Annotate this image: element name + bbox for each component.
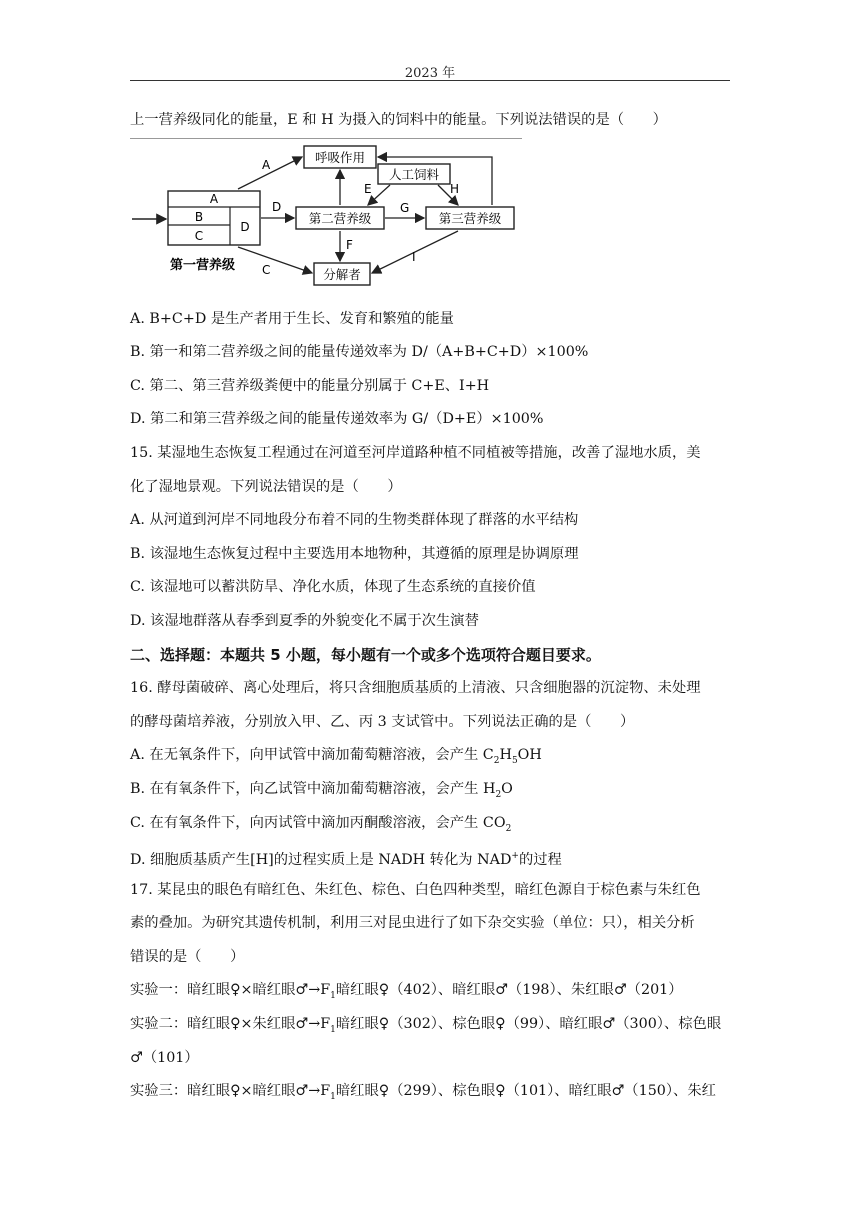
- section-2-heading: 二、选择题：本题共 5 小题，每小题有一个或多个选项符合题目要求。: [130, 645, 601, 664]
- label-D-arrow: D: [272, 199, 282, 214]
- q16-stem-2: 的酵母菌培养液，分别放入甲、乙、丙 3 支试管中。下列说法正确的是（ ）: [130, 713, 635, 730]
- q17-experiment-3: 实验三：暗红眼♀×暗红眼$♂\to F_1$暗红眼♀（299）、棕色眼♀（101）、暗红眼♂（150）、朱红: [130, 1083, 716, 1103]
- second-trophic-label: 第二营养级: [308, 210, 372, 226]
- q15-option-a: A. 从河道到河岸不同地段分布着不同的生物类群体现了群落的水平结构: [130, 512, 579, 529]
- q16-option-a: A. 在无氧条件下，向甲试管中滴加葡萄糖溶液，会产生 $C_2H_5OH$: [130, 747, 542, 767]
- label-C-arrow: C: [262, 262, 271, 277]
- energy-flow-svg: [128, 141, 548, 299]
- q16-option-b: B. 在有氧条件下，向乙试管中滴加葡萄糖溶液，会产生 $H_2O$: [130, 780, 513, 800]
- q17-experiment-1: 实验一：暗红眼♀×暗红眼$♂\to F_1$暗红眼♀（402）、暗红眼♂（198）、朱红眼♂（201）: [130, 982, 683, 1002]
- header-rule: [130, 80, 730, 81]
- q15-stem-1: 15. 某湿地生态恢复工程通过在河道至河岸道路种植不同植被等措施，改善了湿地水质，美: [130, 444, 701, 461]
- q15-option-c: C. 该湿地可以蓄洪防旱、净化水质，体现了生态系统的直接价值: [130, 579, 536, 596]
- decomposer-label: 分解者: [323, 266, 361, 282]
- q17-experiment-2: 实验二：暗红眼♀×朱红眼$♂\to F_1$暗红眼♀（302）、棕色眼♀（99）、暗红眼♂（300）、棕色眼: [130, 1016, 722, 1035]
- q15-option-b: B. 该湿地生态恢复过程中主要选用本地物种，其遵循的原理是协调原理: [130, 545, 579, 562]
- q14-stem-tail: 上一营养级同化的能量，E 和 H 为摄入的饲料中的能量。下列说法错误的是（ ）: [130, 112, 667, 128]
- feed-label: 人工饲料: [388, 166, 440, 182]
- q14-option-c: C. 第二、第三营养级粪便中的能量分别属于 C+E、I+H: [130, 377, 490, 394]
- label-A-arrow: A: [262, 157, 271, 172]
- page-header: 2023 年: [404, 66, 456, 81]
- label-G-arrow: G: [400, 200, 410, 215]
- label-H-arrow: H: [450, 181, 460, 196]
- q16-stem-1: 16. 酵母菌破碎、离心处理后，将只含细胞质基质的上清液、只含细胞器的沉淀物、未处理: [130, 680, 701, 697]
- q17-stem-2: 素的叠加。为研究其遗传机制，利用三对昆虫进行了如下杂交实验（单位：只），相关分析: [130, 915, 695, 932]
- label-B-box: B: [194, 209, 204, 224]
- figure-top-rule: [130, 138, 522, 139]
- label-I-arrow: I: [412, 249, 416, 264]
- first-trophic-label: 第一营养级: [170, 257, 236, 273]
- q17-stem-3: 错误的是（ ）: [130, 948, 245, 965]
- q17-stem-1: 17. 某昆虫的眼色有暗红色、朱红色、棕色、白色四种类型，暗红色源自于棕色素与朱红色: [130, 881, 701, 898]
- q15-stem-2: 化了湿地景观。下列说法错误的是（ ）: [130, 478, 402, 495]
- third-trophic-label: 第三营养级: [438, 210, 502, 226]
- label-F-arrow: F: [346, 237, 353, 252]
- q16-option-c: C. 在有氧条件下，向丙试管中滴加丙酮酸溶液，会产生 $CO_2$: [130, 814, 512, 834]
- label-A-box: A: [209, 191, 219, 206]
- label-D-box: D: [240, 219, 250, 234]
- q16-option-d: D. 细胞质基质产生[H]的过程实质上是 NADH 转化为 NAD+的过程: [130, 851, 562, 868]
- q14-option-a: A. B+C+D 是生产者用于生长、发育和繁殖的能量: [130, 310, 454, 327]
- q14-option-b: B. 第一和第二营养级之间的能量传递效率为 D/（A+B+C+D）×100%: [130, 344, 589, 361]
- label-E-arrow: E: [364, 181, 372, 196]
- energy-flow-diagram: [128, 141, 548, 299]
- label-C-box: C: [194, 228, 204, 243]
- q14-option-d: D. 第二和第三营养级之间的能量传递效率为 G/（D+E）×100%: [130, 411, 544, 428]
- q17-experiment-2-cont: ♂（101）: [130, 1049, 199, 1066]
- respiration-label: 呼吸作用: [314, 149, 366, 165]
- q15-option-d: D. 该湿地群落从春季到夏季的外貌变化不属于次生演替: [130, 612, 479, 629]
- page-content: [130, 104, 732, 1109]
